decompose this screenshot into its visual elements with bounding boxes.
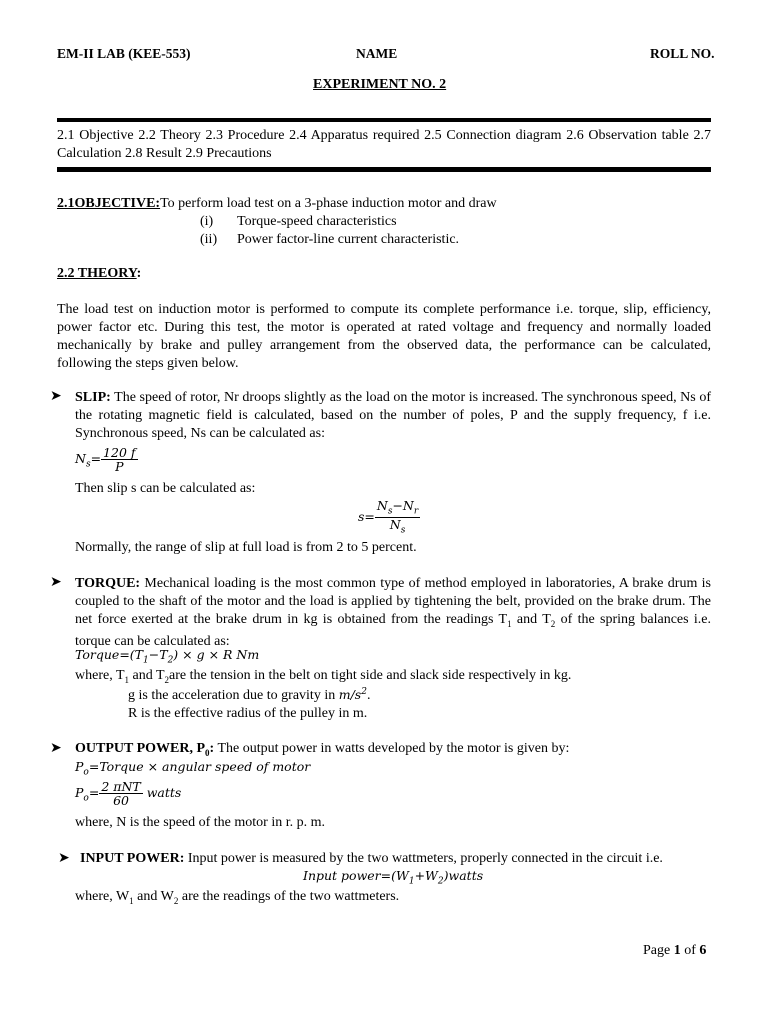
- objective-item-text: Power factor-line current characteristic.: [237, 232, 460, 247]
- objective-heading: 2.1OBJECTIVE:: [57, 196, 161, 211]
- name-field-label: NAME: [356, 46, 398, 61]
- theory-heading: 2.2 THEORY:: [57, 266, 142, 281]
- torque-where-1: where, $T_1$ and $T_2are$ the tension in the belt on tight side and slack side respectively in kg.: [75, 668, 572, 685]
- input-power-formula: Input $power=(W_1+W_2)watts$: [303, 868, 484, 887]
- bottom-rule: [57, 167, 711, 172]
- slip-formula: s= $\frac{N_s-N_r}{N_s}$: [358, 498, 419, 536]
- objective-item-num: (i): [200, 214, 214, 229]
- sync-speed-formula: $N_s=$ $\frac{120 f}{P}$: [75, 445, 136, 475]
- slip-label: SLIP:: [75, 390, 111, 405]
- bullet-arrow-icon: ➤: [50, 741, 62, 756]
- output-power-line: OUTPUT POWER, $P_0$: The output power in watts developed by the motor is given by:: [75, 741, 570, 758]
- objective-line: [57, 196, 497, 212]
- slip-then-text: Then slip s can be calculated as:: [75, 481, 256, 496]
- page-number: Page 1 of 6: [643, 943, 707, 958]
- input-power-line: INPUT POWER: Input power is measured by the two wattmeters, properly connected in the circuit i.e.: [80, 851, 663, 866]
- objective-item-num: (ii): [200, 232, 218, 247]
- torque-where-3: R is the effective radius of the pulley in m.: [128, 706, 368, 721]
- output-where: where, N is the speed of the motor in r. p. m.: [75, 815, 326, 830]
- slip-paragraph: [75, 389, 711, 443]
- torque-paragraph: TORQUE: Mechanical loading is the most common type of method employed in laboratories, A brake drum is coupled to the shaft of the motor and the load is applied by tightening the belt, provided on the brake drum. The net force exerted at the brake drum in kg is obtained from the readings $T_1$ and $T_2$ of the spring balances i.e. torque can be calculated as:: [75, 576, 712, 649]
- table-of-contents: 2.1 Objective 2.2 Theory 2.3 Procedure 2.4 Apparatus required 2.5 Connection diagram 2.6 Observation table 2.7 Calculation 2.8 Result 2.9 Precautions: [57, 128, 711, 161]
- roll-field-label: ROLL NO.: [650, 46, 715, 61]
- input-where: where, $W_1$ and $W_2$ are the readings of the two wattmeters.: [75, 889, 400, 906]
- course-code: EM-II LAB (KEE-553): [57, 46, 191, 61]
- objective-text: To perform load test on a 3-phase induction motor and draw: [160, 196, 497, 211]
- output-power-formula-2: $P_o=$ $\frac{\text{2 πNT}}{60}$ watts: [75, 779, 182, 809]
- page-title: EXPERIMENT NO. 2: [313, 77, 447, 92]
- top-rule: [57, 118, 711, 122]
- output-power-formula-1: $P_o=Torque$ × angular speed of motor: [75, 759, 311, 778]
- bullet-arrow-icon: ➤: [50, 575, 62, 590]
- objective-item-text: Torque-speed characteristics: [237, 214, 397, 229]
- torque-formula: $Torque=(T_1-T_2) \times g \times R$ Nm: [75, 647, 260, 666]
- bullet-arrow-icon: ➤: [58, 851, 70, 866]
- bullet-arrow-icon: ➤: [50, 389, 62, 404]
- slip-range-text: Normally, the range of slip at full load is from 2 to 5 percent.: [75, 540, 417, 555]
- torque-where-2: g is the acceleration due to gravity in $m/s^2$.: [128, 687, 371, 704]
- torque-label: TORQUE:: [75, 576, 141, 591]
- theory-paragraph: The load test on induction motor is performed to compute its complete performance i.e. torque, slip, efficiency, power factor etc. During this test, the motor is operated at rated voltage and frequency and normally loaded mechanically by brake and pulley arrangement from the observed data, the performance can be calculated, following the steps given below.: [57, 302, 711, 371]
- slip-text: The speed of rotor, Nr droops slightly as the load on the motor is increased. The synchronous speed, Ns of the rotating magnetic field is calculated, based on the number of poles, P and the supply frequency, f i.e. Synchronous speed, Ns can be calculated as:: [75, 390, 711, 441]
